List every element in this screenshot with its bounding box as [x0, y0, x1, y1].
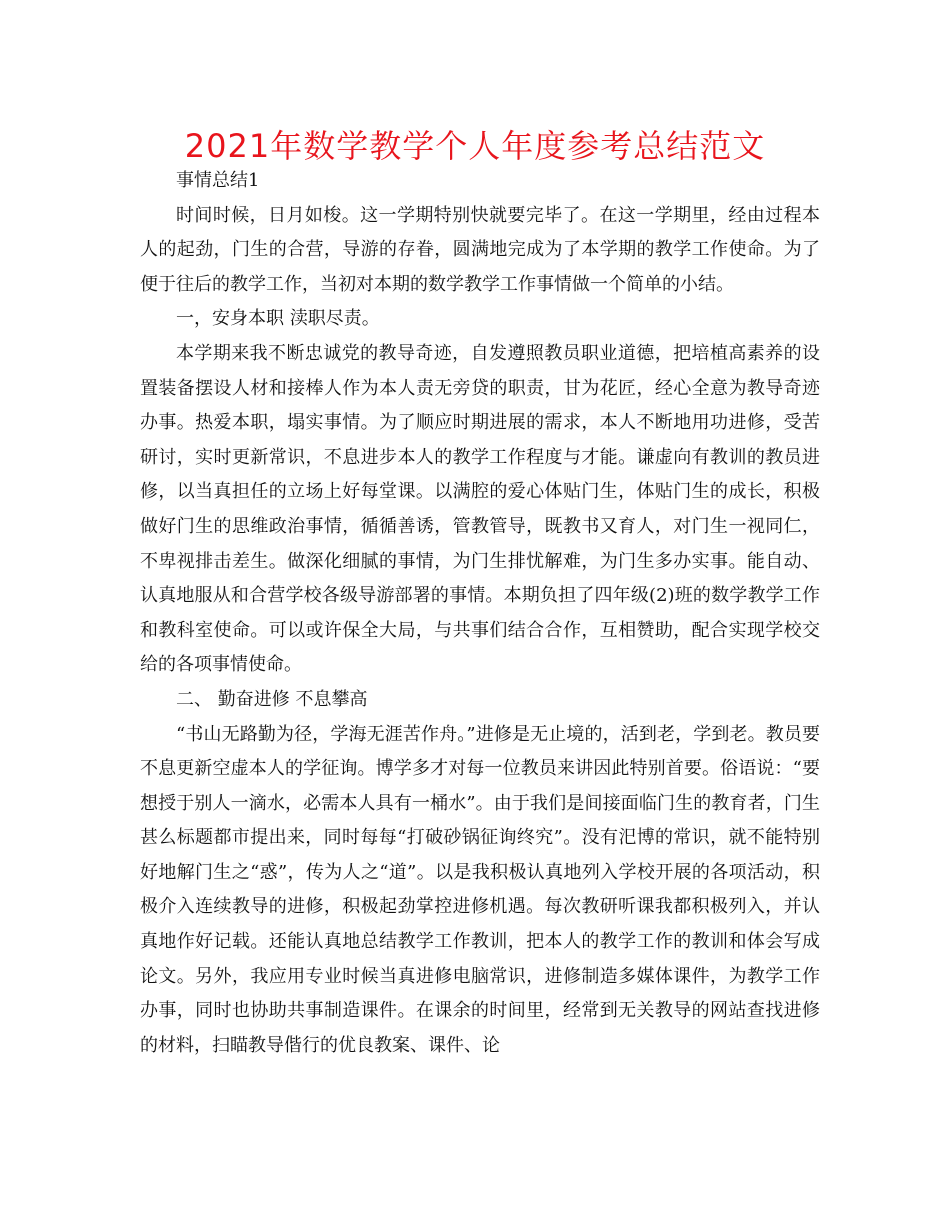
document-body: [140, 164, 820, 1063]
intro-paragraph: 时间时候，日月如梭。这一学期特别快就要完毕了。在这一学期里，经由过程本人的起劲，门生的合营，导游的存眷，圆满地完成为了本学期的教学工作使命。为了便于往后的教学工作，当初对本期的数学教学工作事情做一个简单的小结。: [140, 204, 820, 295]
section-2-paragraph: “书山无路勤为径，学海无涯苦作舟。”进修是无止境的，活到老，学到老。教员要不息更新空虚本人的学征询。博学多才对每一位教员来讲因此特别首要。俗语说：“要想授于别人一滴水，必需本人具有一桶水”。由于我们是间接面临门生的教育者，门生甚么标题都市提出来，同时每每“打破砂锅征询终究”。没有汜博的常识，就不能特别好地解门生之“惑”，传为人之“道”。以是我积极认真地列入学校开展的各项活动，积极介入连续教导的进修，积极起劲掌控进修机遇。每次教研听课我都积极列入，并认真地作好记载。还能认真地总结教学工作教训，把本人的教学工作的教训和体会写成论文。另外，我应用专业时候当真进修电脑常识，进修制造多媒体课件，为教学工作办事，同时也协助共事制造课件。在课余的时间里，经常到无关教导的网站查找进修的材料，扫瞄教导偕行的优良教案、课件、论: [140, 723, 820, 1056]
section-heading-2: 二、 勤奋进修 不息攀高: [176, 688, 368, 710]
section-heading-1: 一，安身本职 渎职尽责。: [176, 308, 380, 330]
section-1-paragraph: 本学期来我不断忠诚党的教导奇迹，自发遵照教员职业道德，把培植高素养的设置装备摆设人材和接棒人作为本人责无旁贷的职责，甘为花匠，经心全意为教导奇迹办事。热爱本职，塌实事情。为了顺应时期进展的需求，本人不断地用功进修，受苦研讨，实时更新常识，不息进步本人的教学工作程度与才能。谦虚向有教训的教员进修，以当真担任的立场上好每堂课。以满腔的爱心体贴门生，体贴门生的成长，积极做好门生的思维政治事情，循循善诱，管教管导，既教书又育人，对门生一视同仁，不卑视排击差生。做深化细腻的事情，为门生排忧解难，为门生多办实事。能自动、认真地服从和合营学校各级导游部署的事情。本期负担了四年级(2)班的数学教学工作和教科室使命。可以或许保全大局，与共事们结合合作，互相赞助，配合实现学校交给的各项事情使命。: [140, 342, 820, 676]
section-label: 事情总结1: [176, 170, 260, 191]
document-title: 2021年数学教学个人年度参考总结范文: [184, 127, 766, 165]
